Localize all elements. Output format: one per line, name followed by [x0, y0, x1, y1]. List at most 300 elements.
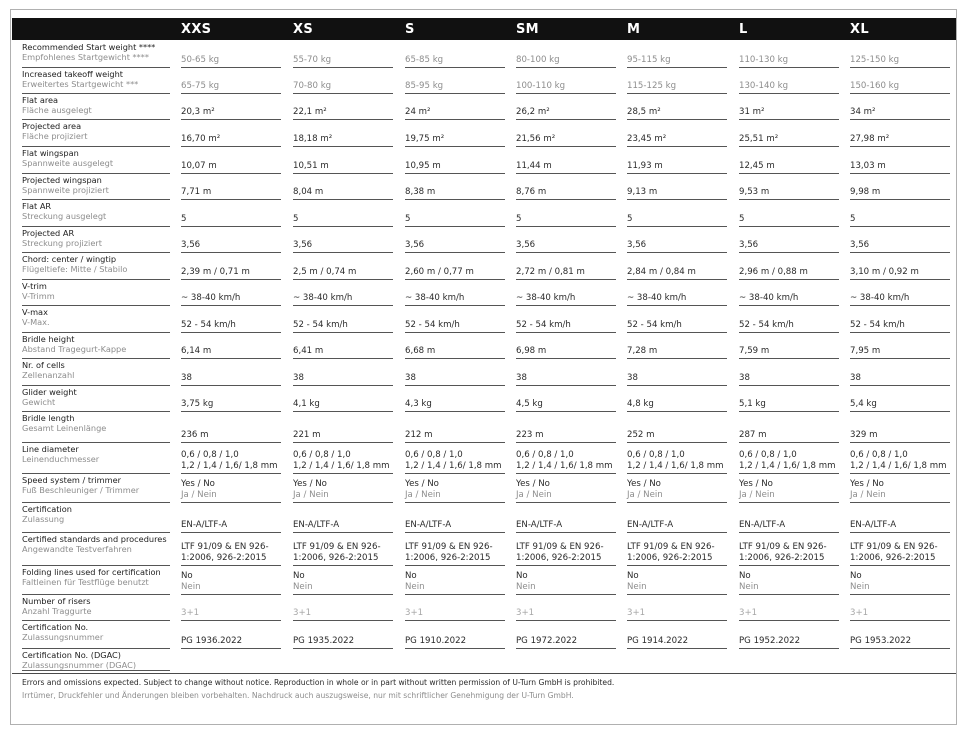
value-underline	[516, 620, 616, 621]
row-label	[22, 505, 170, 524]
value-underline	[181, 358, 281, 359]
value-cell-sm: 80-100 kg	[516, 55, 560, 65]
value-line: 0,6 / 0,8 / 1,0	[516, 450, 574, 460]
row-label-de: Zellenanzahl	[22, 369, 75, 380]
value-cell-xs: 18,18 m²	[293, 134, 333, 144]
value-underline	[516, 279, 616, 280]
value-cell-m	[627, 571, 647, 592]
value-cell-xxs: 6,14 m	[181, 346, 212, 356]
value-cell-xxs: 3+1	[181, 608, 200, 618]
row-label	[22, 651, 170, 670]
value-cell-xs: 70-80 kg	[293, 81, 332, 91]
row-label-en: Projected AR	[22, 228, 75, 238]
value-cell-l	[739, 571, 759, 592]
row-label-underline	[22, 226, 170, 227]
value-underline	[739, 279, 839, 280]
value-cell-sm	[516, 571, 536, 592]
value-cell-sm	[516, 479, 552, 500]
value-underline	[850, 565, 950, 566]
value-underline	[405, 358, 505, 359]
value-cell-m: 2,84 m / 0,84 m	[627, 267, 696, 277]
value-cell-m: 95-115 kg	[627, 55, 671, 65]
value-cell-xs: 2,5 m / 0,74 m	[293, 267, 357, 277]
value-underline	[405, 173, 505, 174]
value-underline	[739, 502, 839, 503]
value-cell-sm: 26,2 m²	[516, 107, 550, 117]
value-cell-m: 28,5 m²	[627, 107, 661, 117]
value-underline	[293, 93, 393, 94]
value-line: LTF 91/09 & EN 926-	[405, 542, 493, 552]
value-underline	[739, 93, 839, 94]
value-underline	[739, 119, 839, 120]
value-underline	[627, 67, 727, 68]
value-cell-s: 38	[405, 373, 416, 383]
value-line: 1,2 / 1,4 / 1,6/ 1,8 mm	[405, 460, 502, 471]
value-line: Yes / No	[516, 479, 550, 489]
value-line: Ja / Nein	[405, 489, 441, 500]
value-underline	[405, 502, 505, 503]
value-underline	[516, 502, 616, 503]
value-cell-s	[405, 542, 493, 563]
value-cell-s: 85-95 kg	[405, 81, 444, 91]
value-cell-l: EN-A/LTF-A	[739, 520, 786, 530]
value-underline	[627, 473, 727, 474]
value-cell-xs: 3,56	[293, 240, 313, 250]
row-label-en: Increased takeoff weight	[22, 69, 124, 79]
value-cell-xl: 329 m	[850, 430, 878, 440]
row-label	[22, 335, 170, 354]
row-label-de: V-Trimm	[22, 290, 55, 301]
value-cell-sm: 21,56 m²	[516, 134, 556, 144]
row-label-en: Flat area	[22, 95, 59, 105]
value-line: 1,2 / 1,4 / 1,6/ 1,8 mm	[739, 460, 836, 471]
row-label	[22, 96, 170, 115]
value-underline	[739, 532, 839, 533]
value-line: 1:2006, 926-2:2015	[181, 552, 267, 563]
value-underline	[627, 252, 727, 253]
value-underline	[739, 594, 839, 595]
value-underline	[293, 473, 393, 474]
value-underline	[516, 119, 616, 120]
value-cell-xxs	[181, 571, 201, 592]
value-cell-xxs: 38	[181, 373, 192, 383]
size-header-xxs: XXS	[181, 22, 212, 37]
row-label-de: Gesamt Leinenlänge	[22, 422, 107, 433]
value-underline	[627, 620, 727, 621]
value-underline	[627, 532, 727, 533]
value-cell-s: 52 - 54 km/h	[405, 320, 460, 330]
value-cell-xxs: 3,75 kg	[181, 399, 214, 409]
value-cell-m: 3+1	[627, 608, 646, 618]
row-label-underline	[22, 279, 170, 280]
value-underline	[293, 226, 393, 227]
value-cell-xs	[293, 542, 381, 563]
value-cell-xs: 10,51 m	[293, 161, 329, 171]
value-cell-s: 24 m²	[405, 107, 431, 117]
value-cell-xxs: ~ 38-40 km/h	[181, 293, 241, 303]
value-cell-m: EN-A/LTF-A	[627, 520, 674, 530]
row-label	[22, 229, 170, 248]
value-underline	[850, 442, 950, 443]
value-underline	[516, 305, 616, 306]
value-underline	[293, 648, 393, 649]
value-cell-xl: 5,4 kg	[850, 399, 877, 409]
value-cell-xxs: 2,39 m / 0,71 m	[181, 267, 250, 277]
row-label-en: Chord: center / wingtip	[22, 254, 117, 264]
value-cell-xxs	[181, 542, 269, 563]
row-label-de: Erweitertes Startgewicht ***	[22, 78, 139, 89]
value-underline	[405, 442, 505, 443]
row-label	[22, 70, 170, 89]
value-underline	[516, 358, 616, 359]
value-cell-xl: 5	[850, 214, 856, 224]
value-line: LTF 91/09 & EN 926-	[627, 542, 715, 552]
value-underline	[627, 93, 727, 94]
value-underline	[181, 146, 281, 147]
value-line: No	[293, 571, 305, 581]
value-underline	[850, 532, 950, 533]
value-underline	[850, 648, 950, 649]
row-label-en: Flat AR	[22, 201, 52, 211]
value-cell-s: 5	[405, 214, 411, 224]
row-label-underline	[22, 442, 170, 443]
row-label-de: Angewandte Testverfahren	[22, 543, 132, 554]
value-underline	[516, 532, 616, 533]
value-cell-sm: EN-A/LTF-A	[516, 520, 563, 530]
value-cell-s: 65-85 kg	[405, 55, 444, 65]
value-cell-sm: 4,5 kg	[516, 399, 543, 409]
value-underline	[850, 226, 950, 227]
value-underline	[516, 442, 616, 443]
value-underline	[405, 93, 505, 94]
value-underline	[516, 332, 616, 333]
value-underline	[181, 502, 281, 503]
value-underline	[739, 648, 839, 649]
value-cell-sm: 6,98 m	[516, 346, 547, 356]
value-cell-xs: 55-70 kg	[293, 55, 332, 65]
value-cell-xxs: 50-65 kg	[181, 55, 220, 65]
value-underline	[627, 305, 727, 306]
size-header-sm: SM	[516, 22, 539, 37]
value-cell-xl: 150-160 kg	[850, 81, 900, 91]
value-underline	[405, 279, 505, 280]
value-line: Ja / Nein	[850, 489, 886, 500]
row-label-en: Bridle height	[22, 334, 75, 344]
row-label-underline	[22, 332, 170, 333]
row-label-en: Bridle length	[22, 413, 75, 423]
value-cell-xl: EN-A/LTF-A	[850, 520, 897, 530]
value-underline	[405, 385, 505, 386]
row-label-underline	[22, 252, 170, 253]
value-cell-l	[739, 450, 836, 471]
value-underline	[627, 173, 727, 174]
value-cell-sm	[516, 542, 604, 563]
value-line: Nein	[516, 581, 536, 592]
value-cell-l: 38	[739, 373, 750, 383]
value-cell-xl	[850, 542, 938, 563]
value-cell-m: 38	[627, 373, 638, 383]
value-cell-xs: EN-A/LTF-A	[293, 520, 340, 530]
value-underline	[516, 226, 616, 227]
value-cell-sm	[516, 450, 613, 471]
value-cell-l: 2,96 m / 0,88 m	[739, 267, 808, 277]
value-line: No	[850, 571, 862, 581]
footer-disclaimer-de: Irrtümer, Druckfehler und Änderungen bleiben vorbehalten. Nachdruck auch auszugsweise, nur mit schriftlicher Genehmigung der U-Turn GmbH.	[22, 691, 574, 700]
value-cell-s: 8,38 m	[405, 187, 436, 197]
value-cell-l: PG 1952.2022	[739, 636, 801, 646]
value-cell-s: 2,60 m / 0,77 m	[405, 267, 474, 277]
value-cell-xxs: PG 1936.2022	[181, 636, 243, 646]
row-label-de: V-Max.	[22, 316, 50, 327]
value-cell-l: 130-140 kg	[739, 81, 789, 91]
value-line: Nein	[850, 581, 870, 592]
value-underline	[627, 279, 727, 280]
value-underline	[850, 146, 950, 147]
value-underline	[739, 565, 839, 566]
row-label-underline	[22, 565, 170, 566]
size-header-m: M	[627, 22, 641, 37]
row-label-en: Flat wingspan	[22, 148, 79, 158]
value-line: Yes / No	[627, 479, 661, 489]
value-cell-s: 3,56	[405, 240, 425, 250]
value-underline	[405, 146, 505, 147]
value-underline	[516, 67, 616, 68]
value-cell-l: 25,51 m²	[739, 134, 779, 144]
row-label-de: Anzahl Traggurte	[22, 605, 92, 616]
value-underline	[181, 411, 281, 412]
value-cell-m: 23,45 m²	[627, 134, 667, 144]
value-cell-sm: 2,72 m / 0,81 m	[516, 267, 585, 277]
value-cell-s: PG 1910.2022	[405, 636, 467, 646]
value-cell-xs	[293, 450, 390, 471]
value-cell-xs: 22,1 m²	[293, 107, 327, 117]
row-label	[22, 476, 170, 495]
value-underline	[850, 385, 950, 386]
row-label	[22, 568, 170, 587]
value-cell-s	[405, 450, 502, 471]
row-label	[22, 202, 170, 221]
row-label-underline	[22, 358, 170, 359]
row-label-de: Zulassungsnummer (DGAC)	[22, 659, 137, 670]
value-underline	[627, 594, 727, 595]
value-cell-xl: 3+1	[850, 608, 869, 618]
value-underline	[516, 93, 616, 94]
value-underline	[627, 502, 727, 503]
value-underline	[627, 385, 727, 386]
value-cell-xs	[293, 571, 313, 592]
value-underline	[181, 67, 281, 68]
row-label-underline	[22, 119, 170, 120]
value-underline	[850, 594, 950, 595]
value-line: No	[181, 571, 193, 581]
value-cell-xl: 3,10 m / 0,92 m	[850, 267, 919, 277]
row-label-underline	[22, 199, 170, 200]
value-cell-sm: 8,76 m	[516, 187, 547, 197]
value-underline	[516, 146, 616, 147]
value-cell-s: 6,68 m	[405, 346, 436, 356]
value-line: LTF 91/09 & EN 926-	[516, 542, 604, 552]
value-line: Nein	[405, 581, 425, 592]
value-underline	[739, 199, 839, 200]
value-underline	[293, 119, 393, 120]
value-cell-xxs: 3,56	[181, 240, 201, 250]
value-cell-m: 9,13 m	[627, 187, 658, 197]
value-underline	[627, 411, 727, 412]
value-underline	[627, 565, 727, 566]
value-cell-xl: 34 m²	[850, 107, 876, 117]
value-cell-l: 9,53 m	[739, 187, 770, 197]
value-underline	[516, 594, 616, 595]
value-cell-m: 252 m	[627, 430, 655, 440]
row-label	[22, 597, 170, 616]
value-underline	[293, 332, 393, 333]
value-underline	[181, 226, 281, 227]
value-line: 1:2006, 926-2:2015	[516, 552, 602, 563]
row-label-en: Line diameter	[22, 444, 79, 454]
value-cell-m: ~ 38-40 km/h	[627, 293, 687, 303]
row-label-en: V-trim	[22, 281, 47, 291]
value-line: Yes / No	[850, 479, 884, 489]
value-underline	[181, 279, 281, 280]
row-label	[22, 149, 170, 168]
value-underline	[739, 226, 839, 227]
value-line: 1,2 / 1,4 / 1,6/ 1,8 mm	[850, 460, 947, 471]
value-underline	[405, 594, 505, 595]
value-cell-xs: 52 - 54 km/h	[293, 320, 348, 330]
value-cell-xs: 8,04 m	[293, 187, 324, 197]
value-underline	[627, 332, 727, 333]
size-header-s: S	[405, 22, 415, 37]
value-line: Nein	[293, 581, 313, 592]
row-label-de: Spannweite projiziert	[22, 184, 109, 195]
value-cell-l: 110-130 kg	[739, 55, 789, 65]
value-cell-sm: PG 1972.2022	[516, 636, 578, 646]
value-underline	[850, 279, 950, 280]
row-label-de: Zulassungsnummer	[22, 631, 104, 642]
value-line: 1:2006, 926-2:2015	[627, 552, 713, 563]
value-cell-s	[405, 571, 425, 592]
row-label-en: Projected area	[22, 121, 82, 131]
value-cell-xs: 5	[293, 214, 299, 224]
row-label-de: Abstand Tragegurt-Kappe	[22, 343, 127, 354]
value-underline	[405, 565, 505, 566]
value-underline	[739, 385, 839, 386]
row-label-underline	[22, 305, 170, 306]
value-underline	[850, 332, 950, 333]
row-label-underline	[22, 648, 170, 649]
value-cell-xl: 9,98 m	[850, 187, 881, 197]
value-underline	[739, 442, 839, 443]
value-cell-xl: 52 - 54 km/h	[850, 320, 905, 330]
row-label	[22, 414, 170, 433]
value-underline	[293, 385, 393, 386]
value-line: Yes / No	[405, 479, 439, 489]
value-underline	[627, 226, 727, 227]
value-underline	[181, 93, 281, 94]
row-label-en: Recommended Start weight ****	[22, 42, 156, 52]
value-cell-l: 5,1 kg	[739, 399, 766, 409]
value-underline	[850, 620, 950, 621]
row-label-de: Gewicht	[22, 396, 56, 407]
size-header-bar	[12, 18, 956, 40]
row-label-underline	[22, 385, 170, 386]
value-cell-xl	[850, 450, 947, 471]
row-label	[22, 361, 170, 380]
value-underline	[405, 532, 505, 533]
value-underline	[850, 305, 950, 306]
value-underline	[516, 473, 616, 474]
value-underline	[293, 594, 393, 595]
value-line: 1:2006, 926-2:2015	[293, 552, 379, 563]
value-underline	[405, 411, 505, 412]
row-label	[22, 43, 170, 62]
value-underline	[405, 199, 505, 200]
value-underline	[850, 173, 950, 174]
value-cell-m: PG 1914.2022	[627, 636, 689, 646]
value-underline	[293, 565, 393, 566]
value-cell-xl: 7,95 m	[850, 346, 881, 356]
value-line: Ja / Nein	[293, 489, 329, 500]
row-label-de: Streckung projiziert	[22, 237, 102, 248]
value-cell-m: 52 - 54 km/h	[627, 320, 682, 330]
value-cell-xs	[293, 479, 329, 500]
value-underline	[627, 358, 727, 359]
value-cell-s: 10,95 m	[405, 161, 441, 171]
footer-separator	[12, 673, 956, 674]
value-line: LTF 91/09 & EN 926-	[739, 542, 827, 552]
value-underline	[627, 119, 727, 120]
value-line: 1,2 / 1,4 / 1,6/ 1,8 mm	[181, 460, 278, 471]
footer-disclaimer-en: Errors and omissions expected. Subject to change without notice. Reproduction in whole or in part without written permission of U-Turn GmbH is prohibited.	[22, 678, 615, 687]
value-underline	[850, 252, 950, 253]
value-cell-xs: 3+1	[293, 608, 312, 618]
value-cell-xl: 13,03 m	[850, 161, 886, 171]
row-label-en: Projected wingspan	[22, 175, 102, 185]
value-cell-s: 3+1	[405, 608, 424, 618]
value-cell-m: 4,8 kg	[627, 399, 654, 409]
value-cell-s: 19,75 m²	[405, 134, 445, 144]
value-line: LTF 91/09 & EN 926-	[293, 542, 381, 552]
value-underline	[516, 648, 616, 649]
value-underline	[405, 252, 505, 253]
value-underline	[181, 442, 281, 443]
value-underline	[181, 199, 281, 200]
value-cell-sm: 38	[516, 373, 527, 383]
row-label-underline	[22, 670, 170, 671]
row-label-de: Fuß Beschleuniger / Trimmer	[22, 484, 140, 495]
value-underline	[293, 358, 393, 359]
value-underline	[405, 332, 505, 333]
row-label	[22, 176, 170, 195]
value-cell-xl: ~ 38-40 km/h	[850, 293, 910, 303]
row-label-de: Empfohlenes Startgewicht ****	[22, 51, 149, 62]
value-cell-xxs: EN-A/LTF-A	[181, 520, 228, 530]
value-line: LTF 91/09 & EN 926-	[850, 542, 938, 552]
row-label-en: Folding lines used for certification	[22, 567, 161, 577]
value-cell-xxs: 5	[181, 214, 187, 224]
value-underline	[627, 146, 727, 147]
value-cell-xxs: 10,07 m	[181, 161, 217, 171]
value-underline	[405, 67, 505, 68]
value-line: Yes / No	[293, 479, 327, 489]
row-label-en: V-max	[22, 307, 48, 317]
value-underline	[405, 305, 505, 306]
row-label	[22, 122, 170, 141]
value-cell-sm: 5	[516, 214, 522, 224]
row-label-underline	[22, 67, 170, 68]
value-underline	[293, 199, 393, 200]
row-label-en: Glider weight	[22, 387, 77, 397]
